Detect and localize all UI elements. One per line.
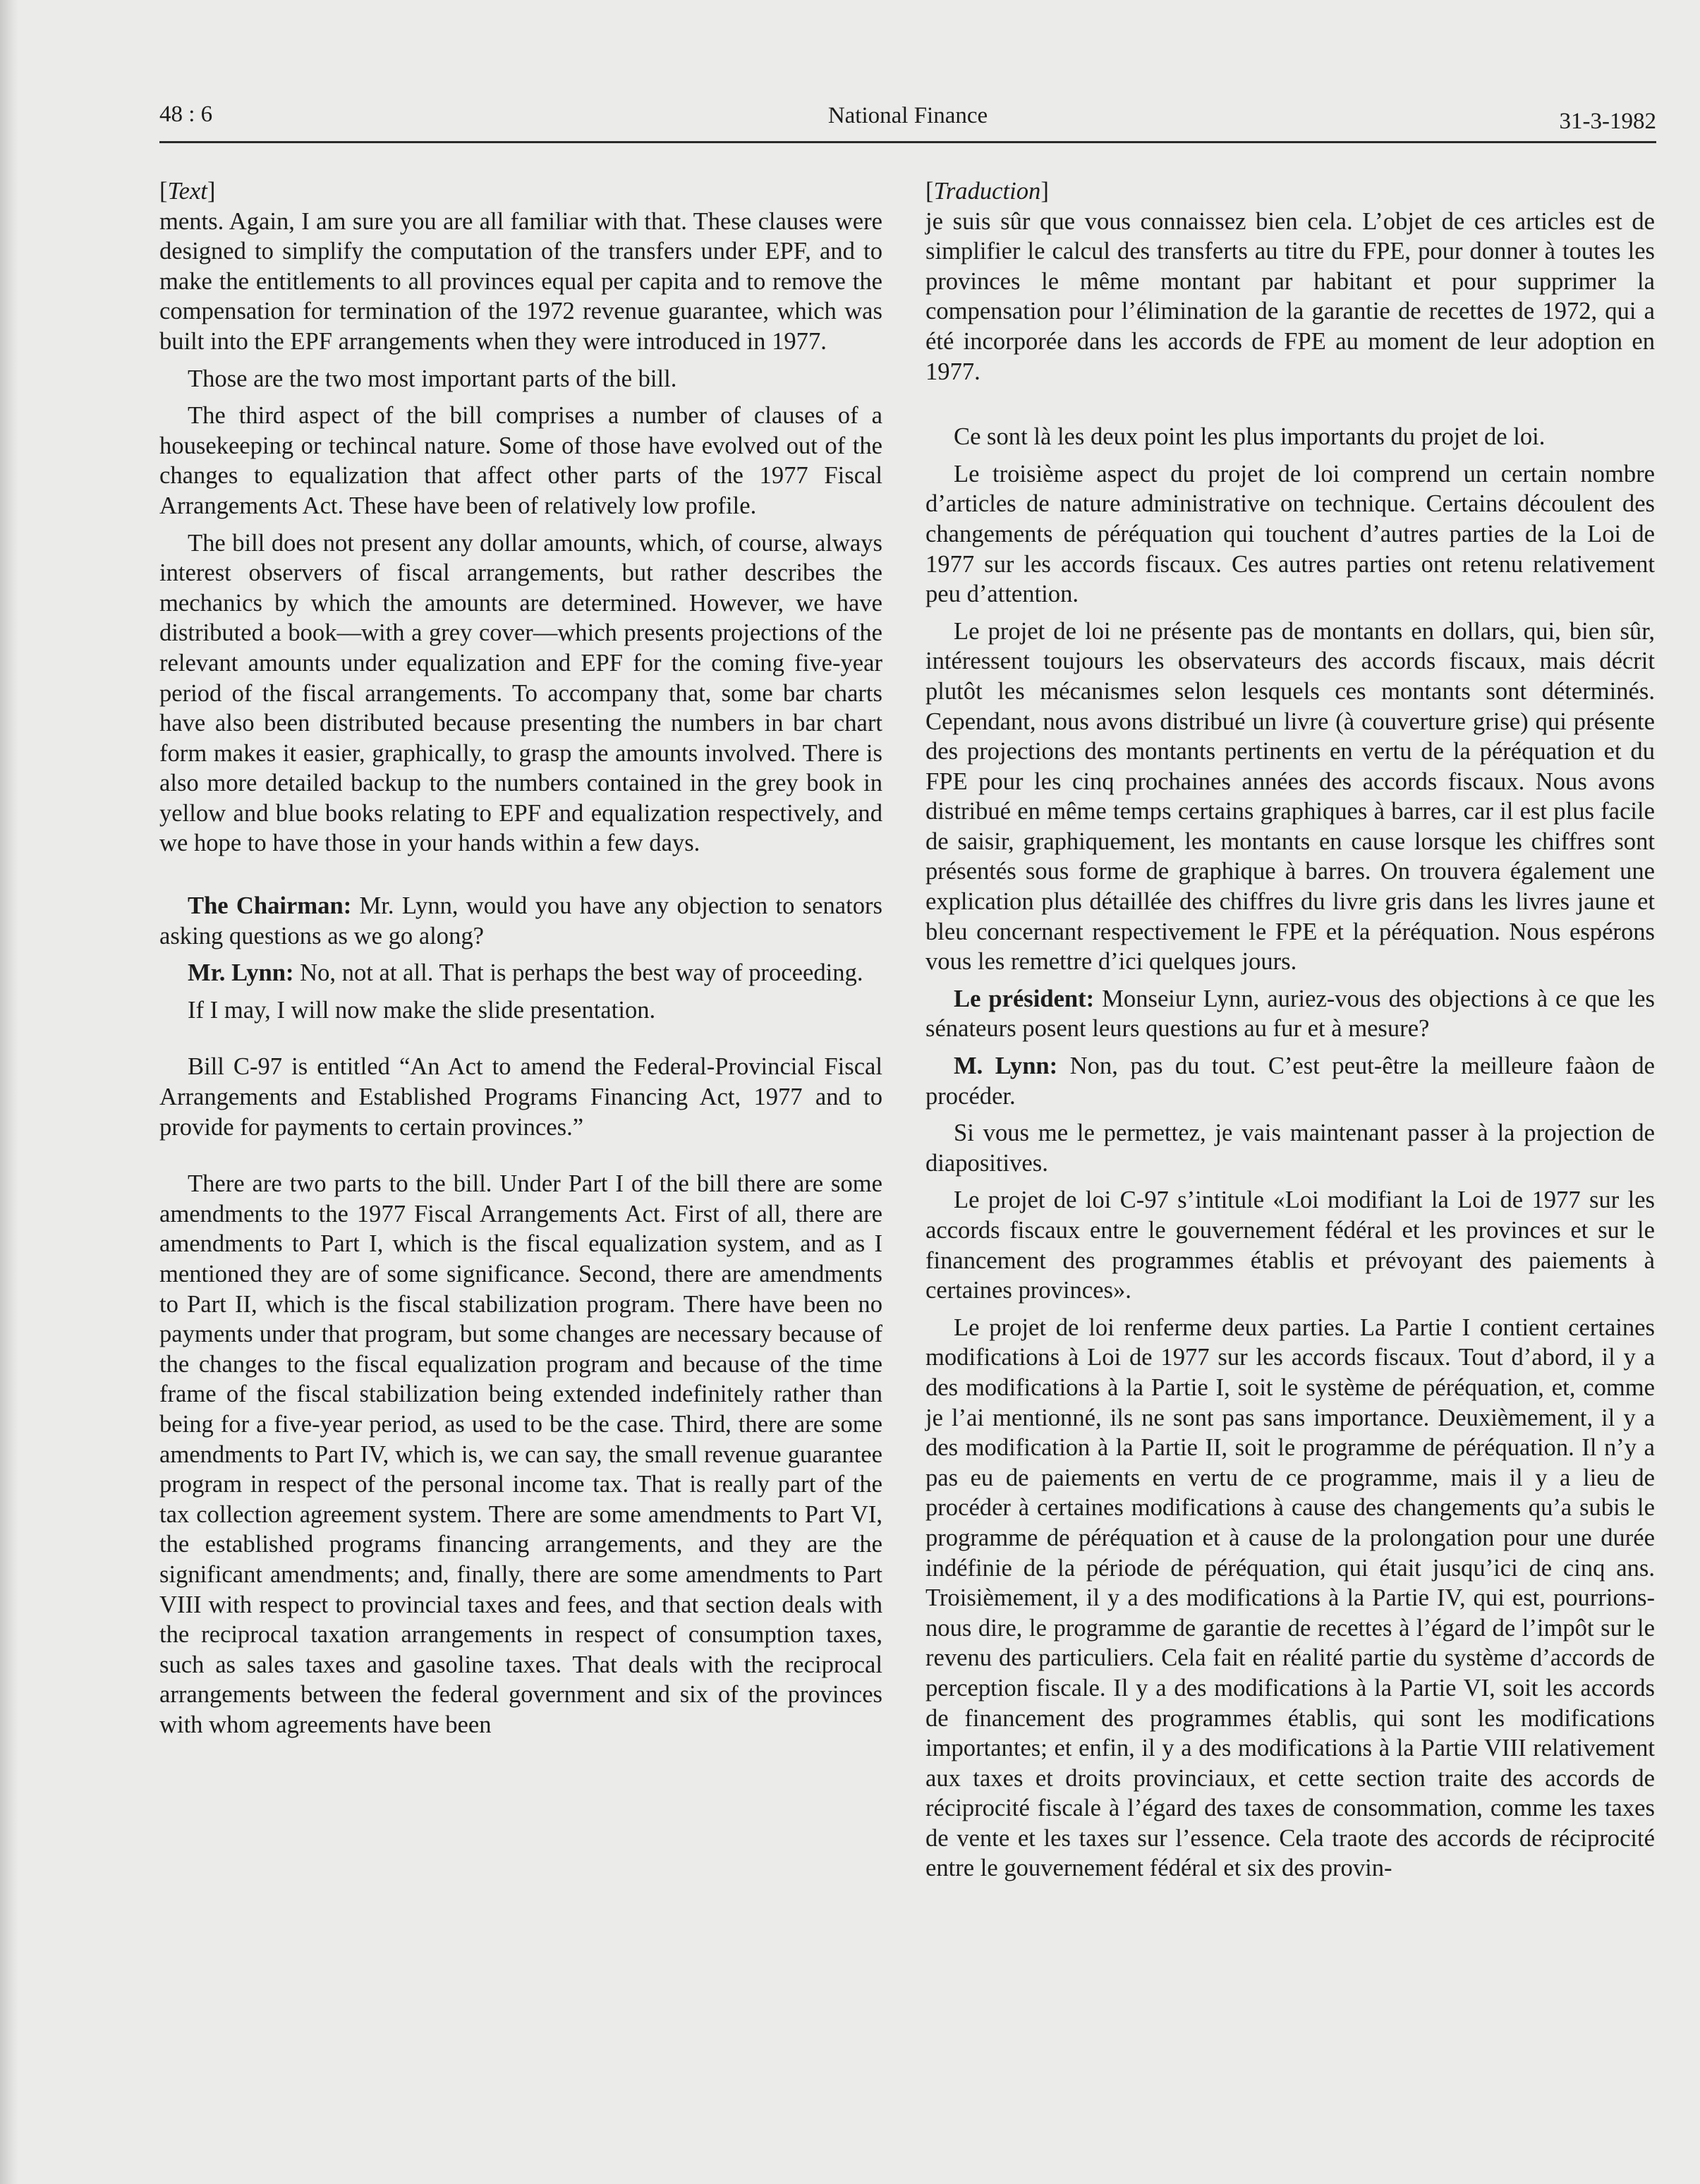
paragraph: Le projet de loi renferme deux parties. La Partie I contient certaines modifications à Loi de 1977 sur les accords fiscaux. Tout d’abord, il y a des modifications à la Partie I, soit le système de péréquation, et, comme je l’ai mentionné, ils ne sont pas sans importance. Deuxièmement, il y a des modification à la Partie II, soit le programme de péréquation. Il n’y a pas eu de paiements en vertu de ce programme, mais il y a lieu de procéder à certaines modifications à cause des changements qu’a subis le programme de péréquation et à cause de la prolongation pour une durée indéfinie de la période de péréquation, qui était jusqu’ici de cinq ans. Troisièmement, il y a des modifications à la Partie IV, qui est, pourrions-nous dire, le programme de garantie de recettes à l’égard de l’impôt sur le revenu des particuliers. Cela fait en réalité partie du système d’accords de perception fiscale. Il y a des modifications à la Partie VI, soit les accords de financement des programmes établis, qui sont les modifications importantes; et enfin, il y a des modifications à la Partie VIII relativement aux taxes et droits provinciaux, et cette section traite des accords de réciprocité fiscale à l’égard des taxes de consommation, comme les taxes de vente et les taxes sur l’essence. Cela traote des accords de réciprocité entre le gouvernement fédéral et six des provin- <box>925 1314 1655 1882</box>
speaker-name: M. Lynn: <box>954 1052 1058 1080</box>
speaker-paragraph: The Chairman: Mr. Lynn, would you have any objection to senators asking questions as we go along? <box>159 892 882 950</box>
paragraph: Le projet de loi C-97 s’intitule «Loi modifiant la Loi de 1977 sur les accords fiscaux entre le gouvernement fédéral et les provinces et sur le financement des programmes établis et prévoyant des paiements à certaines provinces». <box>925 1187 1655 1304</box>
speaker-name: Le président: <box>954 985 1095 1012</box>
text-tag: [Text] <box>159 178 216 205</box>
speaker-paragraph: Le président: Monseiur Lynn, auriez-vous des objections à ce que les sénateurs posent leurs questions au fur et à mesure? <box>925 985 1655 1043</box>
page-number: 48 : 6 <box>159 102 213 127</box>
speaker-paragraph: M. Lynn: Non, pas du tout. C’est peut-être la meilleure faàon de procéder. <box>925 1052 1655 1110</box>
translation-tag: [Traduction] <box>925 178 1049 205</box>
english-column <box>159 176 882 1740</box>
paragraph: The third aspect of the bill comprises a number of clauses of a housekeeping or techincal nature. Some of those have evolved out of the changes to equalization that affect other parts of the 1977 Fiscal Arrangements Act. These have been of relatively low profile. <box>159 402 882 519</box>
page-binding-edge <box>0 0 18 2184</box>
speaker-name: The Chairman: <box>188 892 352 920</box>
french-column <box>925 176 1655 1883</box>
paragraph: If I may, I will now make the slide presentation. <box>188 996 656 1024</box>
paragraph: je suis sûr que vous connaissez bien cela. L’objet de ces articles est de simplifier le calcul des transferts au titre du FPE, pour donner à toutes les provinces le même montant par habitant et pour supprimer la compensation pour l’élimination de la garantie de recettes de 1972, qui a été incorporée dans les accords de FPE au moment de leur adoption en 1977. <box>925 207 1655 385</box>
paragraph: Ce sont là les deux point les plus importants du projet de loi. <box>954 423 1546 451</box>
speaker-paragraph: Mr. Lynn: No, not at all. That is perhaps the best way of proceeding. <box>188 959 863 987</box>
speaker-name: Mr. Lynn: <box>188 959 294 987</box>
page-header <box>159 99 1656 143</box>
issue-date: 31-3-1982 <box>1559 109 1656 134</box>
paragraph: Le projet de loi ne présente pas de montants en dollars, qui, bien sûr, intéressent toujours les observateurs des accords fiscaux, mais décrit plutôt les mécanismes selon lesquels ces montants sont déterminés. Cependant, nous avons distribué un livre (à couverture grise) qui présente des projections des montants pertinents en vertu de la péréquation et du FPE pour les cinq prochaines années des accords fiscaux. Nous avons distribué en même temps certains graphiques à barres, car il est plus facile de saisir, graphiquement, les montants en cause lorsque les chiffres sont présentés sous forme de graphique à barres. On trouvera également une explication plus détaillée des chiffres du livre gris dans les livres jaune et bleu concernant respectivement le FPE et la péréquation. Nous espérons vous les remettre d’ici quelques jours. <box>925 617 1655 976</box>
publication-title: National Finance <box>827 103 988 128</box>
paragraph: The bill does not present any dollar amounts, which, of course, always interest observers of fiscal arrangements, but rather describes the mechanics by which the amounts are determined. However, we have distributed a book—with a grey cover—which presents projections of the relevant amounts under equalization and EPF for the coming five-year period of the fiscal arrangements. To accompany that, some bar charts have also been distributed because presenting the numbers in bar chart form makes it easier, graphically, to grasp the amounts involved. There is also more detailed backup to the numbers contained in the grey book in yellow and blue books relating to EPF and equalization respectively, and we hope to have those in your hands within a few days. <box>159 529 882 857</box>
paragraph: Si vous me le permettez, je vais maintenant passer à la projection de diapositives. <box>925 1120 1655 1177</box>
paragraph: ments. Again, I am sure you are all familiar with that. These clauses were designed to simplify the computation of the transfers under EPF, and to make the entitlements to all provinces equal per capita and to remove the compensation for termination of the 1972 revenue guarantee, which was built into the EPF arrangements when they were introduced in 1977. <box>159 207 882 355</box>
paragraph: Bill C-97 is entitled “An Act to amend the Federal-Provincial Fiscal Arrangements and Established Programs Financing Act, 1977 and to provide for payments to certain provinces.” <box>159 1053 882 1141</box>
paragraph: There are two parts to the bill. Under Part I of the bill there are some amendments to the 1977 Fiscal Arrangements Act. First of all, there are amendments to Part I, which is the fiscal equalization system, and as I mentioned they are of some significance. Second, there are amendments to Part II, which is the fiscal stabilization program. There have been no payments under that program, but some changes are necessary because of the changes to the fiscal equalization program and because of the time frame of the fiscal stabilization being extended indefinitely rather than being for a five-year period, as used to be the case. Third, there are some amendments to Part IV, which is, we can say, the small revenue guarantee program in respect of the personal income tax. That is really part of the tax collection agreement system. There are some amendments to Part VI, the established programs financing arrangements, and they are the significant amendments; and, finally, there are some amendments to Part VIII with respect to provincial taxes and fees, and that section deals with the reciprocal taxation arrangements in respect of consumption taxes, such as sales taxes and gasoline taxes. That deals with the reciprocal arrangements between the federal government and six of the provinces with whom agreements have been <box>159 1170 882 1738</box>
paragraph: Those are the two most important parts of the bill. <box>188 365 677 392</box>
paragraph: Le troisième aspect du projet de loi comprend un certain nombre d’articles de nature administrative on technique. Certains découlent des changements de péréquation qui touchent d’autres parties de la Loi de 1977 sur les accords fiscaux. Ces autres parties ont retenu relativement peu d’attention. <box>925 460 1655 608</box>
